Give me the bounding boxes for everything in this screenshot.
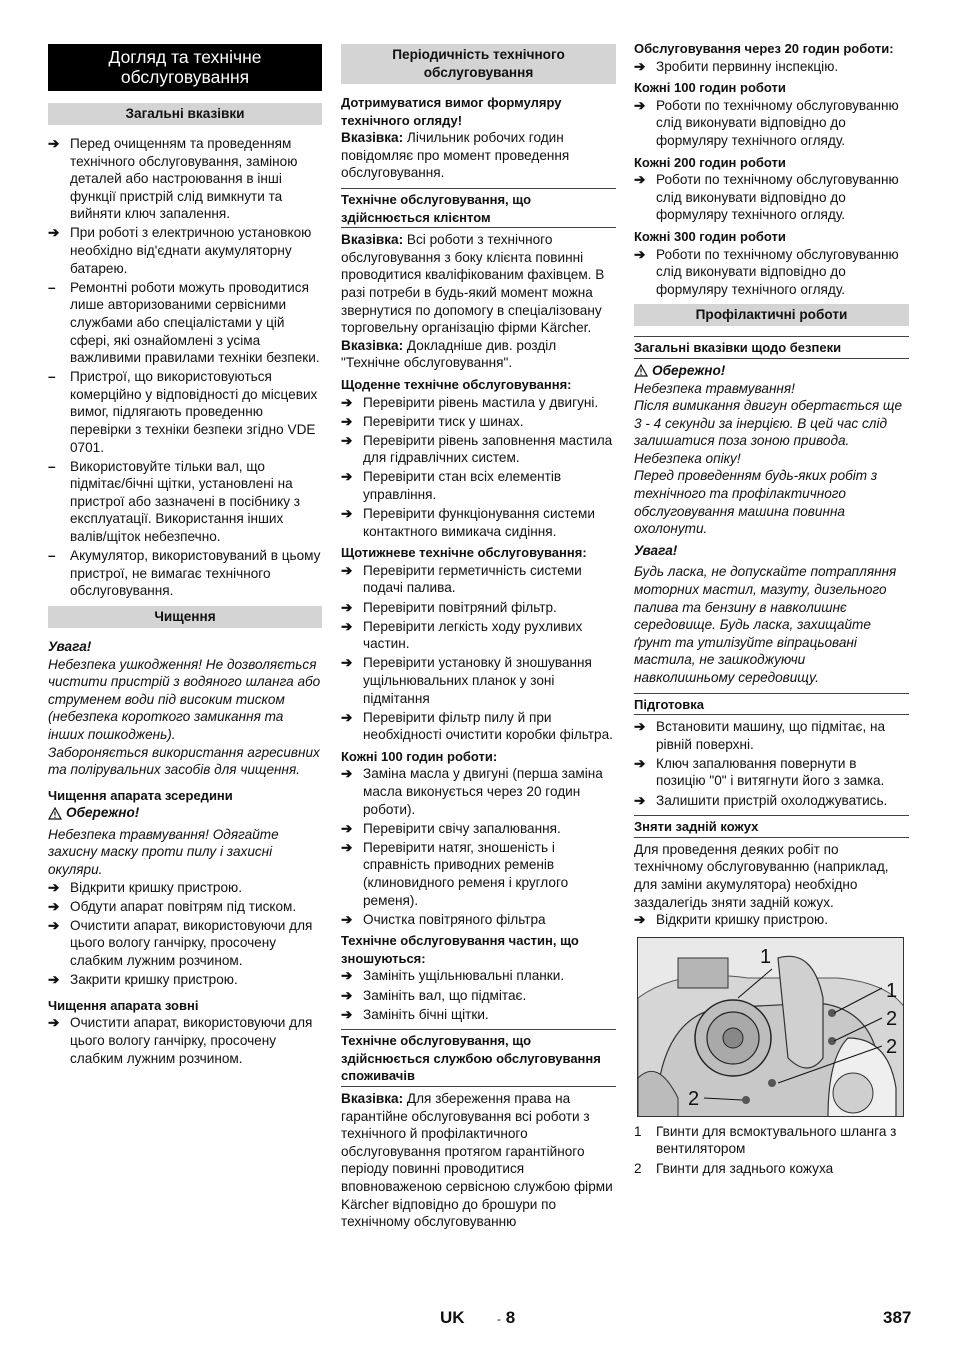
dash-marker: – bbox=[48, 369, 56, 385]
cover-title: Зняти задній кожух bbox=[634, 815, 909, 838]
wear-list bbox=[341, 967, 616, 1023]
prep-title: Підготовка bbox=[634, 693, 909, 716]
safety-text-4: Перед проведенням будь-яких робіт з технічного та профілактичного обслуговування машина повинна охолонути. bbox=[634, 468, 878, 537]
arrow-icon: ➔ bbox=[341, 506, 353, 522]
arrow-icon: ➔ bbox=[48, 136, 60, 151]
list-item: ➔ Встановити машину, що підмітає, на рівній поверхні. bbox=[634, 719, 886, 752]
client-note-2: Вказівка: Докладніше див. розділ "Технічне обслуговування". bbox=[341, 337, 557, 371]
footer-language: UK bbox=[440, 1308, 465, 1327]
list-item: ➔ Роботи по технічному обслуговуванню слід виконувати відповідно до формуляру технічного огляду. bbox=[634, 172, 899, 223]
cleaning-warning: Небезпека ушкодження! Не дозволяється чистити пристрій з водяного шланга або струменем води під високим тиском (небезпека короткого замикання та інших пошкоджень). bbox=[48, 656, 321, 742]
figure-label: 2 bbox=[886, 1007, 898, 1030]
attention-label: Увага! bbox=[48, 638, 92, 654]
list-item: ➔ Замініть вал, що підмітає. bbox=[341, 987, 527, 1003]
list-item: ➔ Перевірити установку й зношування ущільнювальних планок у зоні підмітання bbox=[341, 655, 592, 706]
column-3 bbox=[634, 41, 909, 1180]
arrow-icon: ➔ bbox=[341, 562, 353, 578]
list-item: ➔ Роботи по технічному обслуговуванню слід виконувати відповідно до формуляру технічного огляду. bbox=[634, 246, 899, 297]
section-title-periodic: Періодичність технічного обслуговування bbox=[341, 44, 616, 84]
list-item: ➔ Заміна масла у двигуні (перша заміна масла виконується через 20 годин роботи). bbox=[341, 766, 603, 817]
daily-title: Щоденне технічне обслуговування: bbox=[341, 376, 572, 392]
section-title-prevent: Профілактичні роботи bbox=[634, 304, 909, 326]
figure-label: 2 bbox=[688, 1087, 700, 1110]
subsection-title-inside: Чищення апарата зсередини bbox=[48, 787, 233, 803]
arrow-icon: ➔ bbox=[48, 972, 60, 988]
arrow-icon: ➔ bbox=[341, 655, 353, 671]
arrow-icon: ➔ bbox=[341, 1006, 353, 1022]
weekly-list bbox=[341, 562, 616, 744]
list-item: ➔ Перевірити легкість ходу рухливих частин. bbox=[341, 618, 583, 652]
safety-title: Загальні вказівки щодо безпеки bbox=[634, 336, 909, 359]
list-item: ➔ Відкрити кришку пристрою. bbox=[634, 912, 829, 928]
arrow-icon: ➔ bbox=[634, 246, 646, 262]
h300-title: Кожні 300 годин роботи bbox=[634, 228, 786, 244]
list-item: ➔ Перевірити стан всіх елементів управління. bbox=[341, 469, 562, 502]
comply-title: Дотримуватися вимог формуляру технічного огляду! bbox=[341, 95, 562, 128]
h100-list bbox=[341, 765, 616, 928]
weekly-title: Щотижневе технічне обслуговування: bbox=[341, 545, 587, 561]
h200-title: Кожні 200 годин роботи bbox=[634, 154, 786, 170]
h20-title: Обслуговування через 20 годин роботи: bbox=[634, 41, 894, 56]
dash-marker: – bbox=[48, 279, 56, 295]
page-title: Догляд та технічне обслуговування bbox=[48, 44, 322, 91]
column-1 bbox=[48, 44, 322, 1069]
figure-label: 1 bbox=[760, 945, 772, 968]
arrow-icon: ➔ bbox=[341, 618, 353, 634]
arrow-icon: ➔ bbox=[48, 1015, 60, 1031]
arrow-icon: ➔ bbox=[341, 432, 353, 448]
list-item: – Акумулятор, використовуваний в цьому пристрої, не вимагає технічного обслуговування. bbox=[48, 548, 321, 599]
environment-text: Будь ласка, не допускайте потрапляння моторних мастил, мазуту, дизельного палива та бензину в навколишнє середовище. Будь ласка, захищайте ґрунт та утилізуйте віпрацьовані мастила, не зашкоджуючи навколишньому середовищу. bbox=[634, 564, 897, 685]
arrow-icon: ➔ bbox=[634, 58, 646, 74]
h100-title: Кожні 100 годин роботи bbox=[634, 80, 786, 96]
page-number: 387 bbox=[883, 1308, 912, 1327]
list-item: ➔ Перевірити рівень мастила у двигуні. bbox=[341, 394, 599, 410]
list-item: ➔ Зробити первинну інспекцію. bbox=[634, 58, 839, 74]
subsection-title-client: Технічне обслуговування, що здійснюється клієнтом bbox=[341, 188, 616, 228]
general-list bbox=[48, 135, 322, 600]
figure-label: 2 bbox=[886, 1035, 898, 1058]
client-note: Вказівка: Всі роботи з технічного обслуговування з боку клієнта повинні проводитися кваліфікованим фахівцем. В разі потреби в будь-який момент можна звернутися по допомогу в спеціалізовану торговельну організацію фірми Kärcher. bbox=[341, 232, 605, 336]
caution-line: Обережно! bbox=[48, 804, 322, 822]
list-item: ➔ Перевірити герметичність системи подачі палива. bbox=[341, 562, 582, 596]
cover-text: Для проведення деяких робіт по технічному обслуговуванню (наприклад, для заміни акумулятора) необхідно заздалегідь зняти задній кожух. bbox=[634, 841, 889, 910]
arrow-icon: ➔ bbox=[634, 912, 646, 928]
dash-marker: – bbox=[48, 548, 56, 564]
safety-text-2: Після вимикання двигун обертається ще 3 - 4 секунди за інерцією. В цей час слід залишатися поза зоною привода. bbox=[634, 398, 903, 449]
machine-rear-figure bbox=[637, 937, 904, 1117]
arrow-icon: ➔ bbox=[341, 413, 353, 429]
arrow-icon: ➔ bbox=[634, 755, 646, 771]
list-item: ➔ Очистка повітряного фільтра bbox=[341, 911, 546, 927]
list-item: ➔ Перевірити функціонування системи контактного вимикача сидіння. bbox=[341, 506, 595, 539]
section-title-general: Загальні вказівки bbox=[48, 103, 322, 125]
list-item: ➔ Перевірити рівень заповнення мастила для гідравлічних систем. bbox=[341, 432, 613, 466]
arrow-icon: ➔ bbox=[48, 879, 60, 895]
dash-marker: – bbox=[48, 458, 56, 474]
arrow-icon: ➔ bbox=[634, 97, 646, 113]
list-item: ➔ Перевірити натяг, зношеність і справність приводних ременів (клиновидного ременя і круглого ременя). bbox=[341, 839, 569, 908]
list-item: ➔ Перевірити свічу запалювання. bbox=[341, 820, 561, 836]
arrow-icon: ➔ bbox=[341, 820, 353, 836]
arrow-icon: ➔ bbox=[48, 898, 60, 914]
h100-title: Кожні 100 годин роботи: bbox=[341, 748, 498, 764]
arrow-icon: ➔ bbox=[341, 469, 353, 485]
list-item: ➔ При роботі з електричною установкою необхідно від'єднати акумуляторну батарею. bbox=[48, 225, 312, 276]
service-note: Вказівка: Для збереження права на гарантійне обслуговування всі роботи з технічного й профілактичного обслуговування протягом гарантійного періоду повинні проводитися вповноваженою сервісною службою фірми Kärcher відповідно до брошури по технічному обслуговуванню bbox=[341, 1090, 613, 1230]
footer-section-page: - 8 bbox=[497, 1308, 516, 1327]
list-item: ➔ Залишити пристрій охолоджуватись. bbox=[634, 792, 888, 808]
list-item: ➔ Перевірити фільтр пилу й при необхідності очистити коробки фільтра. bbox=[341, 709, 613, 743]
list-item: – Використовуйте тільки вал, що підмітає/бічні щітки, установлені на пристрої або зазначені в посібнику з експлуатації. Використання інших валів/щіток небезпечно. bbox=[48, 458, 301, 545]
list-item: ➔ Очистити апарат, використовуючи для цього вологу ганчірку, просочену слабким лужним розчином. bbox=[48, 1015, 313, 1066]
attention-label: Увага! bbox=[634, 542, 678, 558]
list-item: ➔ Замініть бічні щітки. bbox=[341, 1006, 489, 1022]
arrow-icon: ➔ bbox=[634, 792, 646, 808]
safety-text-3: Небезпека опіку! bbox=[634, 450, 741, 466]
cleaning-warning-2: Забороняється використання агресивних та полірувальних засобів для чищення. bbox=[48, 744, 320, 778]
safety-text: Небезпека травмування! bbox=[634, 380, 795, 396]
list-item: – Ремонтні роботи можуть проводитися лише авторизованими сервісними службами або спеціалістами у цій сфері, які ознайомлені з усіма важливими правилами техніки безпеки. bbox=[48, 279, 320, 366]
list-item: – Пристрої, що використовуються комерційно у відповідності до місцевих вимог, підлягають проведенню перевірки з техніки безпеки згідно VDE 0701. bbox=[48, 369, 318, 455]
list-item: ➔ Очистити апарат, використовуючи для цього вологу ганчірку, просочену слабким лужним розчином. bbox=[48, 917, 313, 969]
section-title-cleaning: Чищення bbox=[48, 606, 322, 628]
wear-title: Технічне обслуговування частин, що зношуються: bbox=[341, 933, 579, 966]
inside-list bbox=[48, 879, 322, 989]
list-item: ➔ Перевірити тиск у шинах. bbox=[341, 413, 524, 429]
list-item: ➔ Відкрити кришку пристрою. bbox=[48, 879, 243, 895]
column-2 bbox=[341, 44, 616, 1231]
arrow-icon: ➔ bbox=[634, 172, 646, 188]
list-item: ➔ Закрити кришку пристрою. bbox=[48, 972, 238, 988]
comply-note: Вказівка: Лічильник робочих годин повідомляє про момент проведення обслуговування. bbox=[341, 130, 570, 181]
arrow-icon: ➔ bbox=[341, 766, 353, 782]
list-item: ➔ Перед очищенням та проведенням технічного обслуговування, заміною деталей або настроювання в інші функції пристрій слід вимкнути та вийняти ключ запалення. bbox=[48, 136, 298, 222]
arrow-icon: ➔ bbox=[341, 968, 353, 984]
arrow-icon: ➔ bbox=[341, 394, 353, 410]
figure-caption: 1 Гвинти для всмоктувального шланга з вентилятором bbox=[634, 1123, 897, 1157]
list-item: ➔ Роботи по технічному обслуговуванню слід виконувати відповідно до формуляру технічного огляду. bbox=[634, 97, 899, 148]
subsection-title-outside: Чищення апарата зовні bbox=[48, 997, 199, 1013]
arrow-icon: ➔ bbox=[634, 719, 646, 735]
arrow-icon: ➔ bbox=[341, 839, 353, 855]
arrow-icon: ➔ bbox=[341, 911, 353, 927]
prep-list bbox=[634, 718, 909, 809]
arrow-icon: ➔ bbox=[341, 709, 353, 725]
figure-caption: 2 Гвинти для заднього кожуха bbox=[634, 1160, 834, 1176]
arrow-icon: ➔ bbox=[341, 987, 353, 1003]
figure-label: 1 bbox=[886, 979, 898, 1002]
arrow-icon: ➔ bbox=[48, 917, 60, 933]
list-item: ➔ Замініть ущільнювальні планки. bbox=[341, 968, 565, 984]
warning-triangle-icon bbox=[48, 807, 62, 820]
list-item: ➔ Перевірити повітряний фільтр. bbox=[341, 599, 557, 615]
subsection-title-service: Технічне обслуговування, що здійснюється службою обслуговування споживачів bbox=[341, 1029, 616, 1087]
warning-triangle-icon bbox=[634, 364, 648, 377]
list-item: ➔ Ключ запалювання повернути в позицію "0" і витягнути його з замка. bbox=[634, 755, 885, 789]
inside-warning: Небезпека травмування! Одягайте захисну маску проти пилу і захисні окуляри. bbox=[48, 826, 279, 878]
caution-line: Обережно! bbox=[634, 362, 909, 380]
list-item: ➔ Обдути апарат повітрям під тиском. bbox=[48, 898, 297, 914]
arrow-icon: ➔ bbox=[48, 225, 60, 241]
arrow-icon: ➔ bbox=[341, 599, 353, 615]
daily-list bbox=[341, 394, 616, 541]
